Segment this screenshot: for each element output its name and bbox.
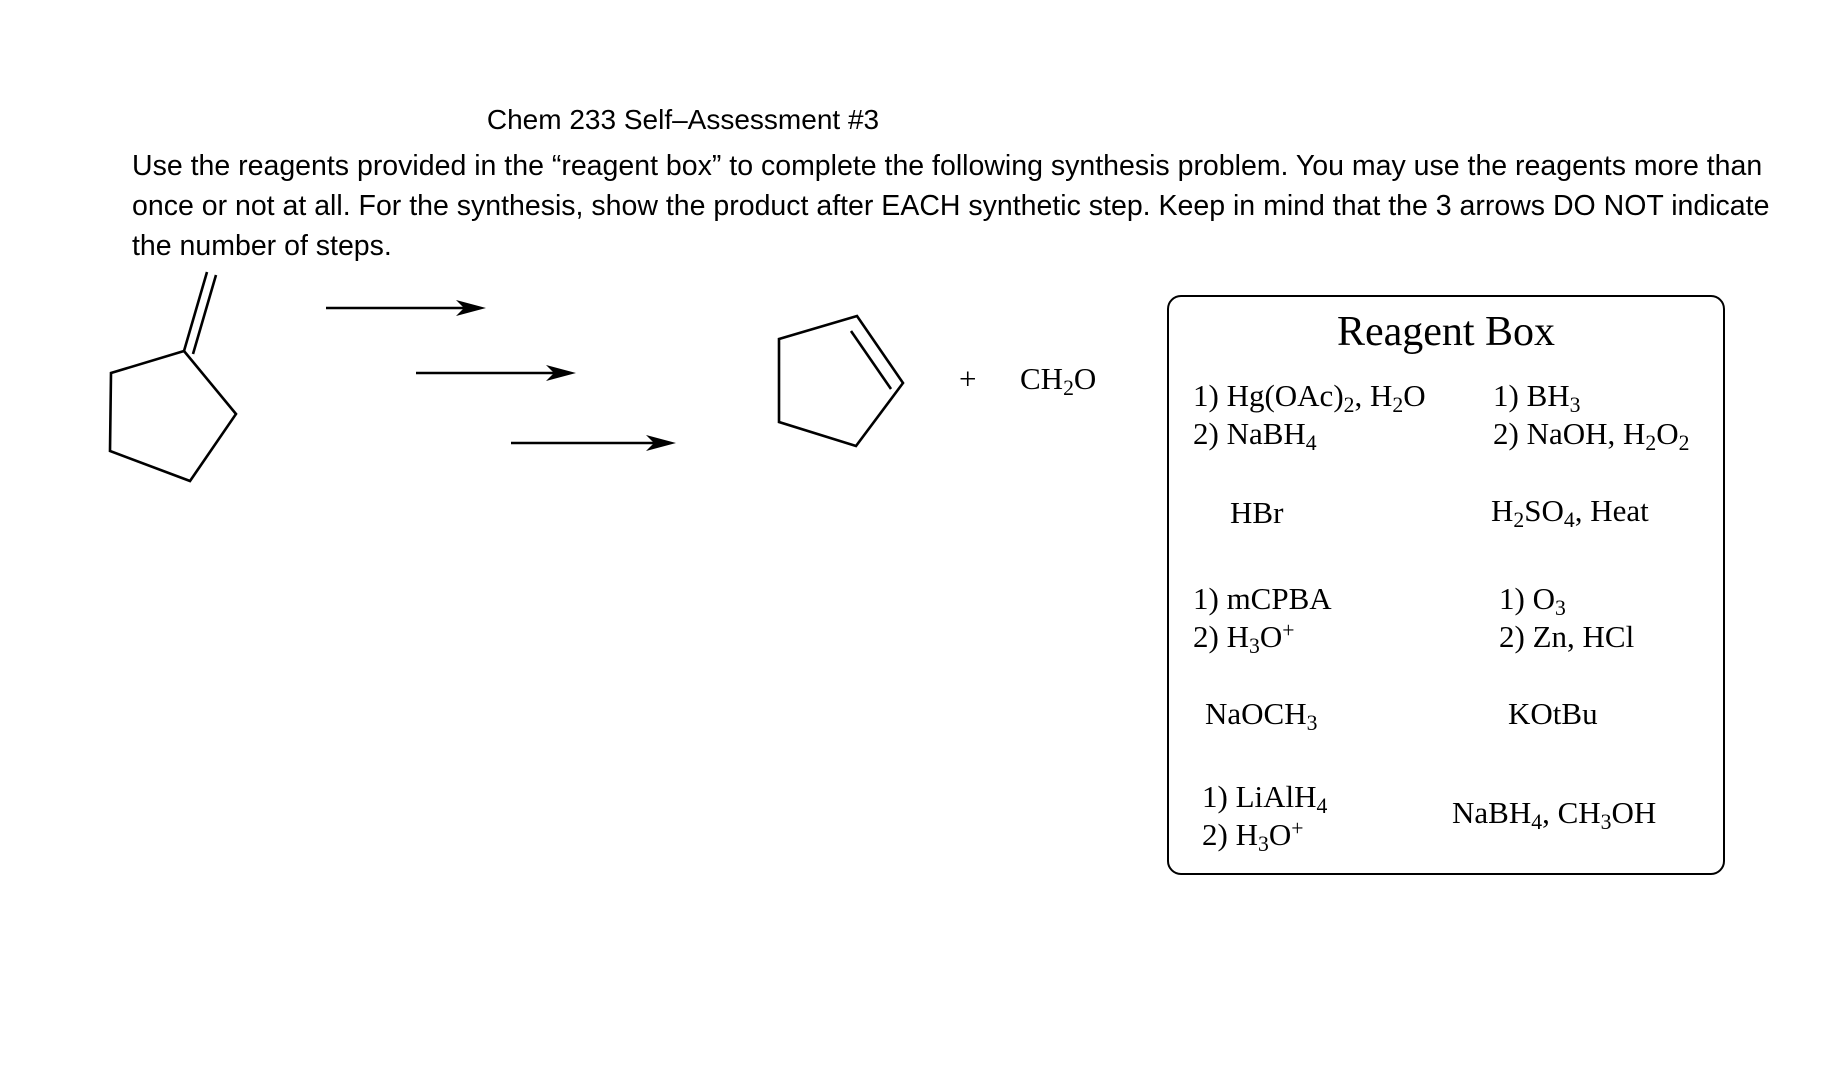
reagent-line: $H_2SO_4$, Heat: [1491, 493, 1649, 533]
reagent-mcpba: [1193, 580, 1332, 659]
reagent-sodium-methoxide: [1205, 695, 1318, 736]
reagent-ozonolysis: [1499, 580, 1634, 656]
reaction-arrows: [326, 300, 676, 451]
reagent-line: 2) $H_3O^+$: [1202, 816, 1304, 857]
reagent-line: 1) $O_3$: [1499, 581, 1566, 621]
reagent-box-title: Reagent Box: [1336, 309, 1556, 355]
reagent-line: 1) LiAlH$_4$: [1202, 779, 1328, 819]
cyclopentane-ring: [110, 351, 236, 481]
exocyclic-double-bond-2: [193, 275, 216, 354]
plus-sign: +: [959, 361, 977, 396]
reagent-kotbu: [1508, 695, 1598, 733]
starting-material-structure: [110, 272, 236, 481]
reagent-line: 1) $Hg(OAc)_2$, $H_2O$: [1193, 378, 1426, 418]
ring-double-bond: [851, 331, 891, 389]
exocyclic-double-bond-1: [184, 272, 207, 351]
reagent-oxymercuration: [1193, 377, 1426, 456]
reagent-line: 2) Zn, HCl: [1499, 619, 1635, 654]
reagent-line: 1) $BH_3$: [1493, 378, 1581, 418]
reagent-hydroboration: [1493, 377, 1690, 456]
reagent-lialh4: [1202, 778, 1328, 857]
reagent-nabh4-methanol: [1452, 794, 1657, 835]
reagent-line: NaBH$_4$, $CH_3OH$: [1452, 795, 1657, 835]
product-structure: [779, 316, 903, 446]
reagent-line: 2) NaBH$_4$: [1193, 416, 1317, 456]
reagent-line: 2) NaOH, $H_2O_2$: [1493, 416, 1690, 456]
reagent-hbr: [1230, 494, 1283, 532]
reaction-arrow-3: [511, 435, 676, 451]
reagent-line: HBr: [1230, 495, 1284, 530]
formaldehyde-label: $CH_2O$: [1020, 361, 1097, 401]
reagent-line: NaOCH$_3$: [1205, 696, 1318, 736]
reagent-sulfuric-acid-heat: [1491, 492, 1649, 533]
reaction-arrow-2: [416, 365, 576, 381]
reagent-line: 2) $H_3O^+$: [1193, 618, 1295, 659]
reaction-arrow-1: [326, 300, 486, 316]
reagent-box: [1167, 295, 1725, 875]
page-title: Chem 233 Self–Assessment #3: [486, 104, 880, 135]
reagent-line: KOtBu: [1508, 696, 1598, 731]
reagent-line: 1) mCPBA: [1193, 581, 1332, 616]
instructions-text: Use the reagents provided in the “reagent box” to complete the following synthesis problem. You may use the reagents more than once or not at all. For the synthesis, show the product after EACH synthetic step. Keep in mind that the 3 arrows DO NOT indicate the number of steps.: [132, 150, 1770, 262]
